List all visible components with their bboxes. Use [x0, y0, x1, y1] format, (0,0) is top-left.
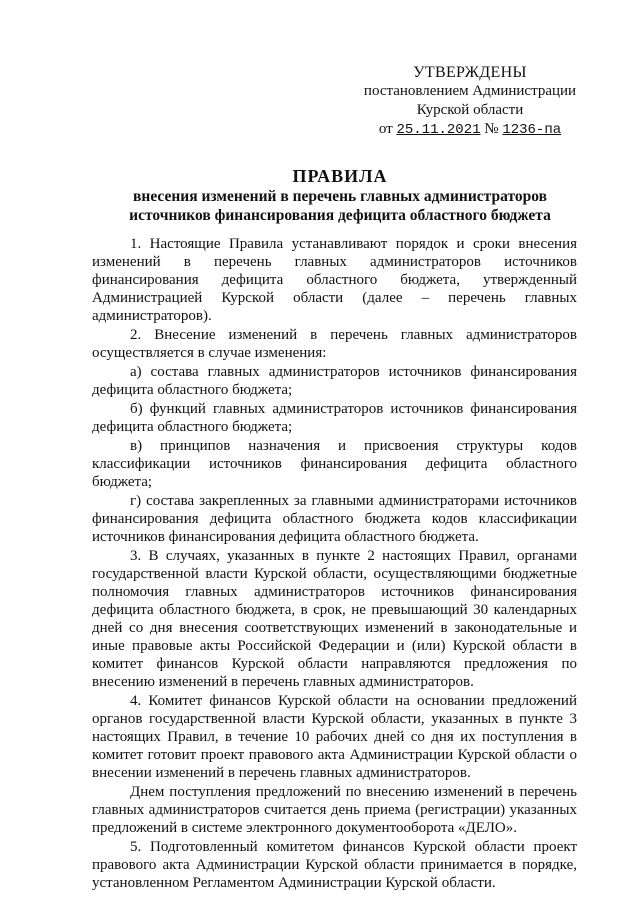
- paragraph-4-note: Днем поступления предложений по внесению изменений в перечень главных администраторов считается день приема (регистрации) указанных предложений в системе электронного документооборота «ДЕЛО».: [92, 784, 577, 836]
- approval-line-2: Курской области: [416, 102, 524, 118]
- approval-date-line: [355, 120, 585, 140]
- approval-number: 1236-па: [502, 122, 562, 138]
- title-sub-2: источников финансирования дефицита областного бюджета: [129, 207, 551, 224]
- date-prefix: от: [378, 121, 393, 137]
- paragraph-2b: б) функций главных администраторов источников финансирования дефицита областного бюджета;: [92, 401, 577, 435]
- paragraph-2c: в) принципов назначения и присвоения структуры кодов классификации источников финансирования дефицита областного бюджета;: [92, 438, 577, 490]
- document-body: [92, 235, 577, 893]
- paragraph-2d: г) состава закрепленных за главными администраторами источников финансирования дефицита областного бюджета кодов классификации источников финансирования дефицита областного бюджета.: [92, 493, 577, 545]
- paragraph-2a: а) состава главных администраторов источников финансирования дефицита областного бюджета;: [92, 364, 577, 398]
- approval-stamp: [355, 63, 585, 140]
- approval-line-1: постановлением Администрации: [363, 83, 577, 99]
- title-main: ПРАВИЛА: [292, 166, 388, 186]
- paragraph-5: 5. Подготовленный комитетом финансов Курской области проект правового акта Администрации Курской области принимается в порядке, установленном Регламентом Администрации Курской области.: [92, 839, 577, 891]
- paragraph-2: 2. Внесение изменений в перечень главных администраторов осуществляется в случае изменения:: [92, 327, 577, 361]
- paragraph-1: 1. Настоящие Правила устанавливают порядок и сроки внесения изменений в перечень главных администраторов источников финансирования дефицита областного бюджета, утвержденный Администрацией Курской области (далее – перечень главных администраторов).: [92, 236, 577, 324]
- approval-word: УТВЕРЖДЕНЫ: [413, 64, 527, 81]
- paragraph-4: 4. Комитет финансов Курской области на основании предложений органов государственной власти Курской области, указанных в пункте 3 настоящих Правил, в течение 10 рабочих дней со дня их поступления в комитет готовит проект правового акта Администрации Курской области о внесении изменений в перечень главных администраторов.: [92, 693, 577, 781]
- approval-date: 25.11.2021: [396, 122, 481, 138]
- paragraph-3: 3. В случаях, указанных в пункте 2 настоящих Правил, органами государственной власти Курской области, осуществляющими бюджетные полномочия главных администраторов источников финансирования дефицита областного бюджета, в срок, не превышающий 30 календарных дней со дня внесения соответствующих изменений в законодательные и иные правовые акты Российской Федерации и (или) Курской области в комитет финансов Курской области направляются предложения по внесению изменений в перечень главных администраторов.: [92, 548, 577, 690]
- document-title: [80, 165, 600, 225]
- title-sub-1: внесения изменений в перечень главных администраторов: [133, 188, 547, 205]
- number-prefix: №: [484, 121, 499, 137]
